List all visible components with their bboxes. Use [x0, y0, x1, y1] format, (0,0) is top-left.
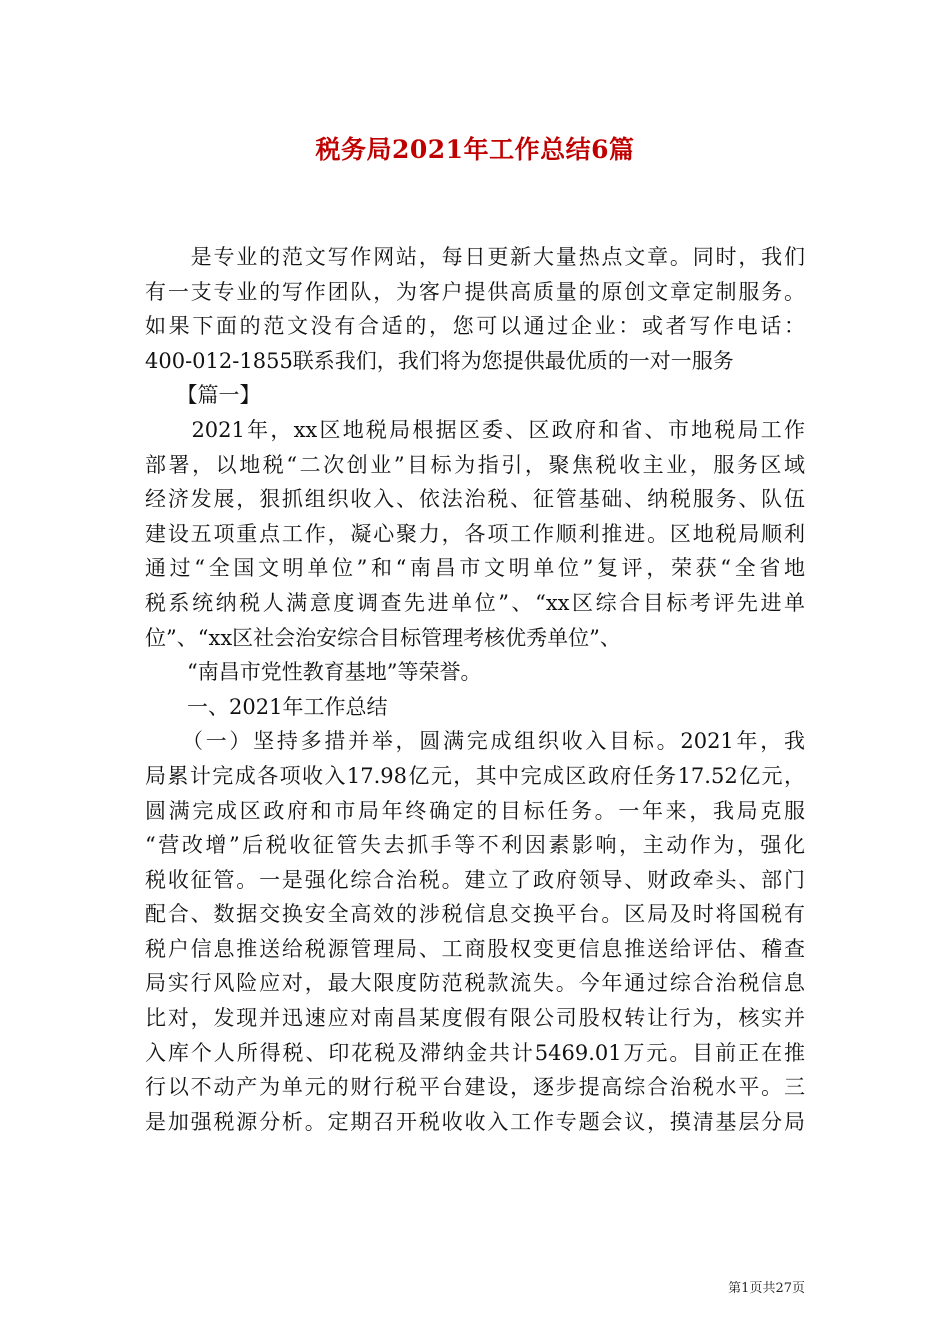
- paragraph-line: 通过“全国文明单位”和“南昌市文明单位”复评，荣获“全省地: [145, 556, 805, 581]
- section-heading: 【篇一】: [145, 383, 261, 408]
- paragraph-line: （一）坚持多措并举，圆满完成组织收入目标。2021年，我: [145, 729, 805, 754]
- paragraph-line: 是加强税源分析。定期召开税收收入工作专题会议，摸清基层分局: [145, 1109, 805, 1134]
- document-title: 税务局2021年工作总结6篇: [315, 135, 635, 164]
- paragraph-line: 税户信息推送给税源管理局、工商股权变更信息推送给评估、稽查: [145, 936, 805, 961]
- paragraph-line: 局累计完成各项收入17.98亿元，其中完成区政府任务17.52亿元，: [145, 763, 805, 788]
- paragraph-line: 是专业的范文写作网站，每日更新大量热点文章。同时，我们: [145, 245, 805, 269]
- document-body: [145, 240, 805, 1139]
- paragraph-line: 入库个人所得税、印花税及滞纳金共计5469.01万元。目前正在推: [145, 1040, 805, 1065]
- paragraph-line: “南昌市党性教育基地”等荣誉。: [145, 660, 482, 685]
- paragraph-line: 税系统纳税人满意度调查先进单位”、“xx区综合目标考评先进单: [145, 590, 805, 615]
- paragraph-line: 如果下面的范文没有合适的，您可以通过企业：或者写作电话：: [145, 314, 805, 339]
- paragraph-line: 部署，以地税“二次创业”目标为指引，聚焦税收主业，服务区域: [145, 452, 805, 477]
- paragraph-line: 经济发展，狠抓组织收入、依法治税、征管基础、纳税服务、队伍: [145, 487, 805, 512]
- paragraph-line: 局实行风险应对，最大限度防范税款流失。今年通过综合治税信息: [145, 971, 805, 996]
- paragraph-line: 圆满完成区政府和市局年终确定的目标任务。一年来，我局克服: [145, 798, 805, 823]
- paragraph-line: 行以不动产为单元的财行税平台建设，逐步提高综合治税水平。三: [145, 1075, 805, 1100]
- page-number-footer: 第1页共27页: [728, 1281, 805, 1296]
- paragraph-line: 比对，发现并迅速应对南昌某度假有限公司股权转让行为，核实并: [145, 1006, 805, 1031]
- paragraph-line: “营改增”后税收征管失去抓手等不利因素影响，主动作为，强化: [145, 833, 805, 858]
- paragraph-line: 建设五项重点工作，凝心聚力，各项工作顺利推进。区地税局顺利: [145, 521, 805, 546]
- paragraph-line: 2021年，xx区地税局根据区委、区政府和省、市地税局工作: [145, 417, 805, 442]
- paragraph-line: 位”、“xx区社会治安综合目标管理考核优秀单位”、: [145, 625, 621, 650]
- paragraph-line: 税收征管。一是强化综合治税。建立了政府领导、财政牵头、部门: [145, 867, 805, 892]
- paragraph-line: 400-012-1855联系我们，我们将为您提供最优质的一对一服务: [145, 348, 734, 373]
- paragraph-line: 配合、数据交换安全高效的涉税信息交换平台。区局及时将国税有: [145, 902, 805, 927]
- section-heading: 一、2021年工作总结: [145, 694, 388, 719]
- paragraph-line: 有一支专业的写作团队，为客户提供高质量的原创文章定制服务。: [145, 279, 805, 304]
